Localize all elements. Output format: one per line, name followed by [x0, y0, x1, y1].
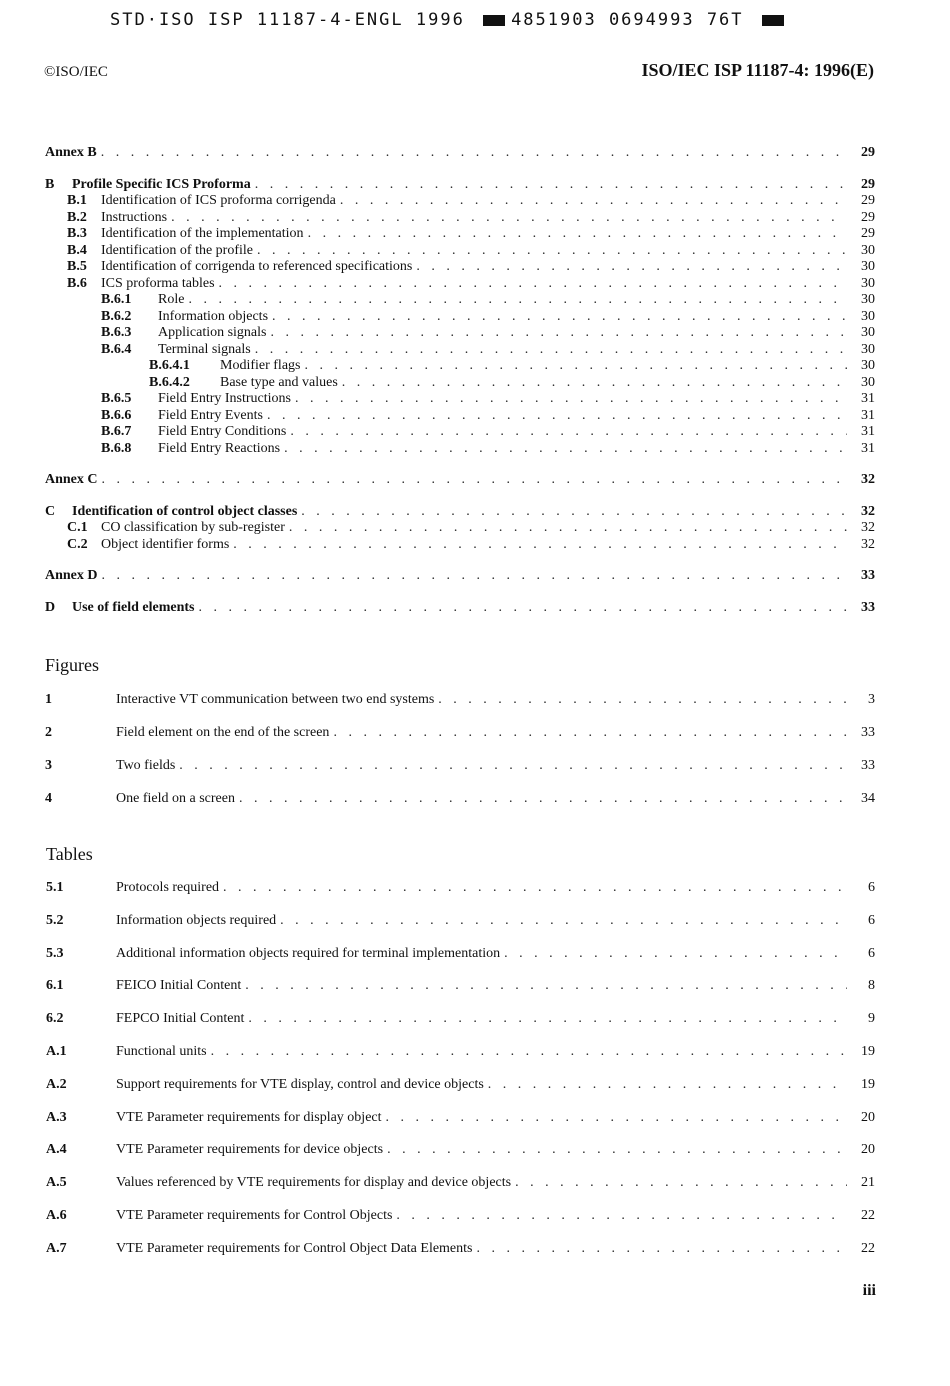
toc-number: 5.2	[46, 912, 64, 928]
toc-page: 32	[861, 520, 875, 535]
toc-number: 3	[45, 758, 52, 773]
toc-subsection[interactable]	[67, 193, 875, 209]
toc-number: B.6.2	[101, 308, 132, 324]
toc-title: One field on a screen	[116, 791, 235, 806]
leader-dots	[267, 408, 847, 424]
leader-dots	[308, 226, 847, 242]
toc-number: B.6	[67, 275, 87, 291]
toc-number: B.2	[67, 209, 87, 225]
leader-dots	[284, 441, 847, 457]
toc-title: FEPCO Initial Content	[116, 1011, 245, 1027]
toc-number: B.6.8	[101, 440, 132, 456]
figure-entry[interactable]	[45, 758, 875, 774]
leader-dots	[257, 243, 847, 259]
toc-title: Use of field elements	[72, 600, 195, 615]
toc-title: Profile Specific ICS Proforma	[72, 177, 251, 192]
toc-page: 29	[861, 193, 875, 208]
toc-annex-b[interactable]	[45, 145, 875, 161]
toc-title: Identification of control object classes	[72, 504, 298, 519]
toc-number: B.3	[67, 226, 87, 241]
toc-number: 1	[45, 692, 52, 707]
toc-page: 34	[861, 791, 875, 806]
toc-title: Object identifier forms	[101, 536, 230, 552]
toc-page: 32	[861, 536, 875, 552]
leader-dots	[340, 193, 847, 209]
leader-dots	[233, 537, 847, 553]
leader-dots	[255, 342, 847, 358]
leader-dots	[280, 913, 847, 929]
table-entry[interactable]	[46, 1110, 875, 1126]
toc-subsubsection[interactable]	[101, 325, 875, 341]
toc-title: Terminal signals	[158, 341, 251, 357]
toc-page: 30	[861, 275, 875, 291]
toc-page: 33	[861, 758, 875, 773]
toc-number: A.5	[46, 1175, 67, 1191]
toc-page: 33	[861, 725, 875, 740]
leader-dots	[396, 1208, 847, 1224]
toc-title: Information objects	[158, 308, 269, 324]
figure-entry[interactable]	[45, 725, 875, 741]
leader-dots	[304, 358, 847, 374]
table-entry[interactable]	[46, 1142, 875, 1158]
toc-title: VTE Parameter requirements for Control Object Data Elements	[116, 1240, 473, 1256]
toc-number: 5.1	[46, 880, 64, 895]
table-entry[interactable]	[46, 1208, 875, 1224]
toc-title: Annex B	[45, 145, 97, 160]
toc-title: Identification of ICS proforma corrigenda	[101, 193, 336, 208]
toc-subsection[interactable]	[67, 210, 875, 226]
toc-title: Functional units	[116, 1044, 207, 1059]
figures-heading: Figures	[45, 655, 99, 675]
table-entry[interactable]	[46, 1044, 875, 1060]
table-entry[interactable]	[46, 1175, 875, 1191]
leader-dots	[101, 145, 847, 161]
leader-dots	[239, 791, 847, 807]
leader-dots	[179, 758, 847, 774]
toc-page: 33	[861, 600, 875, 615]
barcode-right: 4851903 0694993 76T	[511, 10, 744, 30]
toc-annex-c[interactable]	[45, 472, 875, 488]
toc-page: 30	[861, 308, 875, 324]
toc-page: 29	[861, 226, 875, 241]
toc-number: 4	[45, 791, 52, 806]
toc-subsubsection[interactable]	[101, 342, 875, 358]
toc-title: Field Entry Conditions	[158, 424, 287, 439]
leader-dots	[223, 880, 847, 896]
toc-subsection[interactable]	[67, 276, 875, 292]
toc-title: Identification of the implementation	[101, 226, 304, 241]
figure-entry[interactable]	[45, 791, 875, 807]
toc-page: 30	[861, 242, 875, 258]
leader-dots	[255, 177, 847, 193]
toc-title: Two fields	[116, 758, 176, 773]
toc-title: ICS proforma tables	[101, 275, 215, 291]
leader-dots	[289, 520, 847, 536]
leader-dots	[477, 1241, 848, 1257]
toc-page: 31	[861, 424, 875, 439]
toc-title: Annex C	[45, 472, 98, 487]
toc-number: B	[45, 177, 55, 192]
toc-page: 9	[868, 1011, 875, 1027]
toc-page: 6	[868, 912, 875, 928]
toc-title: Application signals	[158, 325, 267, 340]
toc-subsubsection[interactable]	[101, 292, 875, 308]
toc-number: A.3	[46, 1109, 67, 1125]
table-entry[interactable]	[46, 1241, 875, 1257]
toc-number: A.2	[46, 1076, 67, 1092]
barcode-block	[483, 15, 505, 26]
toc-page: 19	[861, 1076, 875, 1092]
toc-title: Interactive VT communication between two end systems	[116, 692, 435, 707]
table-entry[interactable]	[46, 913, 875, 929]
toc-number: B.6.6	[101, 407, 132, 423]
toc-number: A.1	[46, 1044, 67, 1059]
toc-title: VTE Parameter requirements for display object	[116, 1109, 382, 1125]
toc-subsubsection[interactable]	[101, 441, 875, 457]
toc-annex-d[interactable]	[45, 568, 875, 584]
toc-subsection[interactable]	[67, 520, 875, 536]
toc-page: 6	[868, 945, 875, 961]
figure-entry[interactable]	[45, 692, 875, 708]
table-entry[interactable]	[46, 880, 875, 896]
toc-title: Field Entry Reactions	[158, 440, 281, 456]
toc-number: B.4	[67, 242, 87, 258]
toc-page: 32	[861, 504, 875, 519]
toc-page: 30	[861, 259, 875, 274]
toc-section-d[interactable]	[45, 600, 875, 616]
toc-page: 8	[868, 978, 875, 994]
toc-page: 29	[861, 145, 875, 160]
copyright: ©ISO/IEC	[44, 64, 108, 80]
toc-number: A.4	[46, 1142, 67, 1158]
standard-number: ISO/IEC ISP 11187-4: 1996(E)	[641, 60, 874, 80]
leader-dots	[248, 1011, 847, 1027]
toc-page: 22	[861, 1240, 875, 1256]
toc-page: 20	[861, 1142, 875, 1158]
toc-page: 21	[861, 1175, 875, 1191]
barcode-block	[762, 15, 784, 26]
table-entry[interactable]	[46, 978, 875, 994]
toc-page: 30	[861, 325, 875, 340]
toc-page: 30	[861, 374, 875, 390]
toc-page: 29	[861, 177, 875, 192]
toc-page: 30	[861, 358, 875, 373]
toc-subsubsubsection[interactable]	[149, 358, 875, 374]
leader-dots	[211, 1044, 847, 1060]
leader-dots	[188, 292, 847, 308]
toc-subsubsection[interactable]	[101, 408, 875, 424]
toc-page: 19	[861, 1044, 875, 1059]
page-number: iii	[862, 1282, 876, 1299]
toc-number: A.6	[46, 1208, 67, 1223]
toc-page: 20	[861, 1109, 875, 1125]
toc-number: C.2	[67, 536, 88, 552]
toc-title: Identification of corrigenda to referenced specifications	[101, 259, 413, 274]
toc-subsection[interactable]	[67, 537, 875, 553]
barcode-left: STD·ISO ISP 11187-4-ENGL 1996	[110, 10, 465, 30]
toc-number: C.1	[67, 520, 88, 535]
table-entry[interactable]	[46, 1011, 875, 1027]
toc-number: B.6.4.1	[149, 358, 190, 373]
toc-title: Base type and values	[220, 374, 338, 390]
leader-dots	[504, 946, 847, 962]
toc-page: 22	[861, 1208, 875, 1223]
toc-title: Field Entry Events	[158, 407, 263, 423]
toc-subsubsection[interactable]	[101, 309, 875, 325]
toc-number: B.6.5	[101, 391, 132, 406]
tables-heading: Tables	[46, 844, 93, 864]
toc-number: 5.3	[46, 945, 64, 961]
toc-section-c[interactable]	[45, 504, 875, 520]
toc-number: B.6.3	[101, 325, 132, 340]
toc-title: Annex D	[45, 568, 98, 583]
table-entry[interactable]	[46, 946, 875, 962]
toc-page: 33	[861, 568, 875, 583]
toc-page: 30	[861, 292, 875, 307]
toc-subsubsection[interactable]	[101, 424, 875, 440]
toc-page: 30	[861, 341, 875, 357]
leader-dots	[198, 600, 847, 616]
leader-dots	[271, 325, 848, 341]
toc-number: B.6.4	[101, 341, 132, 357]
toc-section-b[interactable]	[45, 177, 875, 193]
toc-number: C	[45, 504, 56, 519]
leader-dots	[387, 1142, 847, 1158]
toc-title: Values referenced by VTE requirements for display and device objects	[116, 1175, 512, 1191]
toc-title: Field element on the end of the screen	[116, 725, 330, 740]
toc-subsubsubsection[interactable]	[149, 375, 875, 391]
toc-title: VTE Parameter requirements for device objects	[116, 1142, 384, 1158]
toc-title: Modifier flags	[220, 358, 301, 373]
toc-title: CO classification by sub-register	[101, 520, 285, 535]
toc-number: 6.1	[46, 978, 64, 994]
toc-page: 6	[868, 880, 875, 895]
leader-dots	[171, 210, 847, 226]
toc-title: Protocols required	[116, 880, 220, 895]
toc-subsubsection[interactable]	[101, 391, 875, 407]
toc-page: 31	[861, 440, 875, 456]
toc-page: 31	[861, 391, 875, 406]
toc-title: Identification of the profile	[101, 242, 253, 258]
toc-title: Information objects required	[116, 912, 277, 928]
leader-dots	[488, 1077, 847, 1093]
toc-title: VTE Parameter requirements for Control Objects	[116, 1208, 393, 1223]
toc-title: FEICO Initial Content	[116, 978, 242, 994]
barcode-line	[110, 10, 790, 30]
toc-number: 2	[45, 725, 52, 740]
leader-dots	[333, 725, 847, 741]
leader-dots	[301, 504, 847, 520]
leader-dots	[416, 259, 847, 275]
leader-dots	[245, 978, 847, 994]
toc-title: Instructions	[101, 209, 168, 225]
toc-subsection[interactable]	[67, 243, 875, 259]
toc-number: B.6.1	[101, 292, 132, 307]
toc-subsection[interactable]	[67, 259, 875, 275]
toc-number: D	[45, 600, 56, 615]
toc-page: 32	[861, 472, 875, 487]
toc-title: Field Entry Instructions	[158, 391, 291, 406]
toc-number: B.6.4.2	[149, 374, 190, 390]
leader-dots	[515, 1175, 847, 1191]
toc-subsection[interactable]	[67, 226, 875, 242]
toc-number: B.5	[67, 259, 87, 274]
toc-page: 29	[861, 209, 875, 225]
toc-page: 31	[861, 407, 875, 423]
leader-dots	[290, 424, 847, 440]
leader-dots	[102, 472, 847, 488]
leader-dots	[342, 375, 847, 391]
leader-dots	[102, 568, 847, 584]
toc-title: Role	[158, 292, 185, 307]
leader-dots	[438, 692, 847, 708]
leader-dots	[295, 391, 847, 407]
toc-number: 6.2	[46, 1011, 64, 1027]
toc-page: 3	[868, 692, 875, 707]
toc-number: A.7	[46, 1240, 67, 1256]
table-entry[interactable]	[46, 1077, 875, 1093]
leader-dots	[219, 276, 847, 292]
toc-title: Support requirements for VTE display, control and device objects	[116, 1076, 484, 1092]
toc-number: B.1	[67, 193, 87, 208]
toc-title: Additional information objects required for terminal implementation	[116, 945, 501, 961]
leader-dots	[272, 309, 847, 325]
leader-dots	[386, 1110, 847, 1126]
toc-number: B.6.7	[101, 424, 132, 439]
